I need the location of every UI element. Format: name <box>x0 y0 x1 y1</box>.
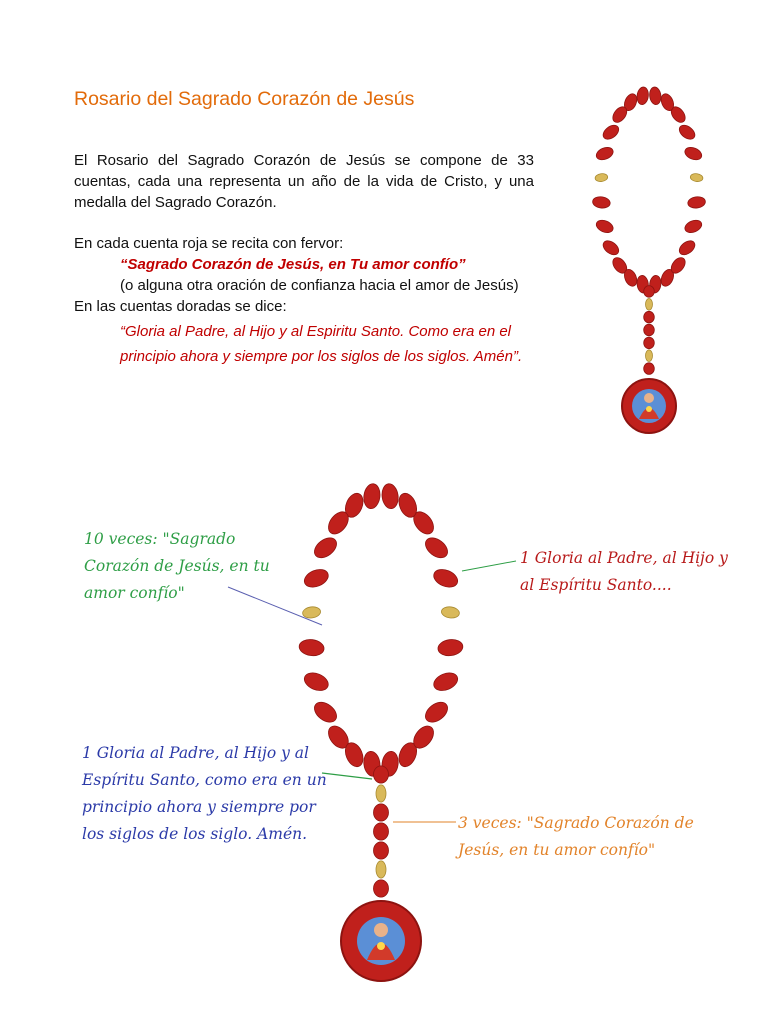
gold-bead-prayer: “Gloria al Padre, al Hijo y al Espiritu Santo. Como era en el principio ahora y siempre por los siglos de los siglos. Amén”. <box>120 323 523 365</box>
red-bead-prayer: “Sagrado Corazón de Jesús, en Tu amor confío” <box>120 256 466 273</box>
annotation-three-times: 3 veces: "Sagrado Corazón de Jesús, en tu amor confío" <box>458 814 694 859</box>
annotation-gloria-short: 1 Gloria al Padre, al Hijo y al Espíritu Santo.... <box>520 549 728 594</box>
intro-paragraph: El Rosario del Sagrado Corazón de Jesús se compone de 33 cuentas, cada una representa un año de la vida de Cristo, y una medalla del Sagrado Corazón. <box>74 152 534 211</box>
page-title: Rosario del Sagrado Corazón de Jesús <box>74 88 415 110</box>
gold-bead-lead: En las cuentas doradas se dice: <box>74 298 287 315</box>
annotation-gloria-full: 1 Gloria al Padre, al Hijo y al Espíritu Santo, como era en un principio ahora y siempre por los siglos de los siglo. Amén. <box>82 744 327 843</box>
annotation-ten-times: 10 veces: "Sagrado Corazón de Jesús, en tu amor confío" <box>84 530 270 602</box>
red-bead-lead: En cada cuenta roja se recita con fervor: <box>74 235 344 252</box>
red-bead-note: (o alguna otra oración de confianza hacia el amor de Jesús) <box>120 277 519 294</box>
